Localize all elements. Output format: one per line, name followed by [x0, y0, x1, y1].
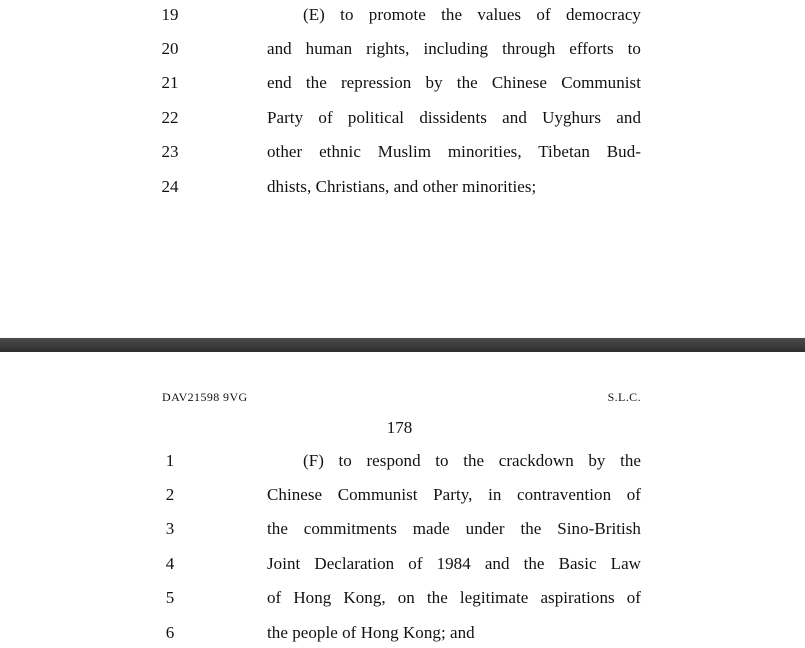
- line-number: 22: [161, 108, 179, 127]
- line-text: the people of Hong Kong; and: [267, 623, 475, 642]
- line-text: the commitments made under the Sino-British: [267, 519, 641, 538]
- line-number: 21: [161, 73, 179, 92]
- line-number: 24: [161, 177, 179, 196]
- text-line: [0, 73, 805, 107]
- line-text: other ethnic Muslim minorities, Tibetan Bud-: [267, 142, 641, 161]
- line-text: Chinese Communist Party, in contravention of: [267, 485, 641, 504]
- line-text: of Hong Kong, on the legitimate aspirations of: [267, 588, 641, 607]
- text-line: [0, 39, 805, 73]
- line-number: 23: [161, 142, 179, 161]
- line-text: (F) to respond to the crackdown by the: [303, 451, 641, 470]
- document-page-bottom: [0, 352, 805, 648]
- text-line: [0, 142, 805, 176]
- page-divider: [0, 338, 805, 352]
- document-code: S.L.C.: [607, 390, 641, 404]
- text-line: [0, 588, 805, 622]
- line-number: 20: [161, 39, 179, 58]
- text-line: [0, 554, 805, 588]
- line-text: dhists, Christians, and other minorities;: [267, 177, 537, 196]
- text-line: [0, 623, 805, 648]
- text-line: [0, 5, 805, 39]
- line-number: 5: [165, 588, 175, 607]
- line-text: and human rights, including through efforts to: [267, 39, 641, 58]
- line-number: 19: [161, 5, 179, 24]
- line-text: Joint Declaration of 1984 and the Basic Law: [267, 554, 641, 573]
- page-number: [0, 418, 805, 438]
- text-line: [0, 177, 805, 211]
- text-line: [0, 485, 805, 519]
- document-id: DAV21598 9VG: [162, 390, 248, 404]
- line-text: (E) to promote the values of democracy: [303, 5, 641, 24]
- text-line: [0, 519, 805, 553]
- line-number: 2: [165, 485, 175, 504]
- line-number: 1: [165, 451, 175, 470]
- line-text: end the repression by the Chinese Communist: [267, 73, 641, 92]
- text-line: [0, 108, 805, 142]
- line-number: 3: [165, 519, 175, 538]
- text-line: [0, 451, 805, 485]
- page-number-text: 178: [386, 418, 413, 437]
- line-text: Party of political dissidents and Uyghurs and: [267, 108, 641, 127]
- line-number: 6: [165, 623, 175, 642]
- line-number: 4: [165, 554, 175, 573]
